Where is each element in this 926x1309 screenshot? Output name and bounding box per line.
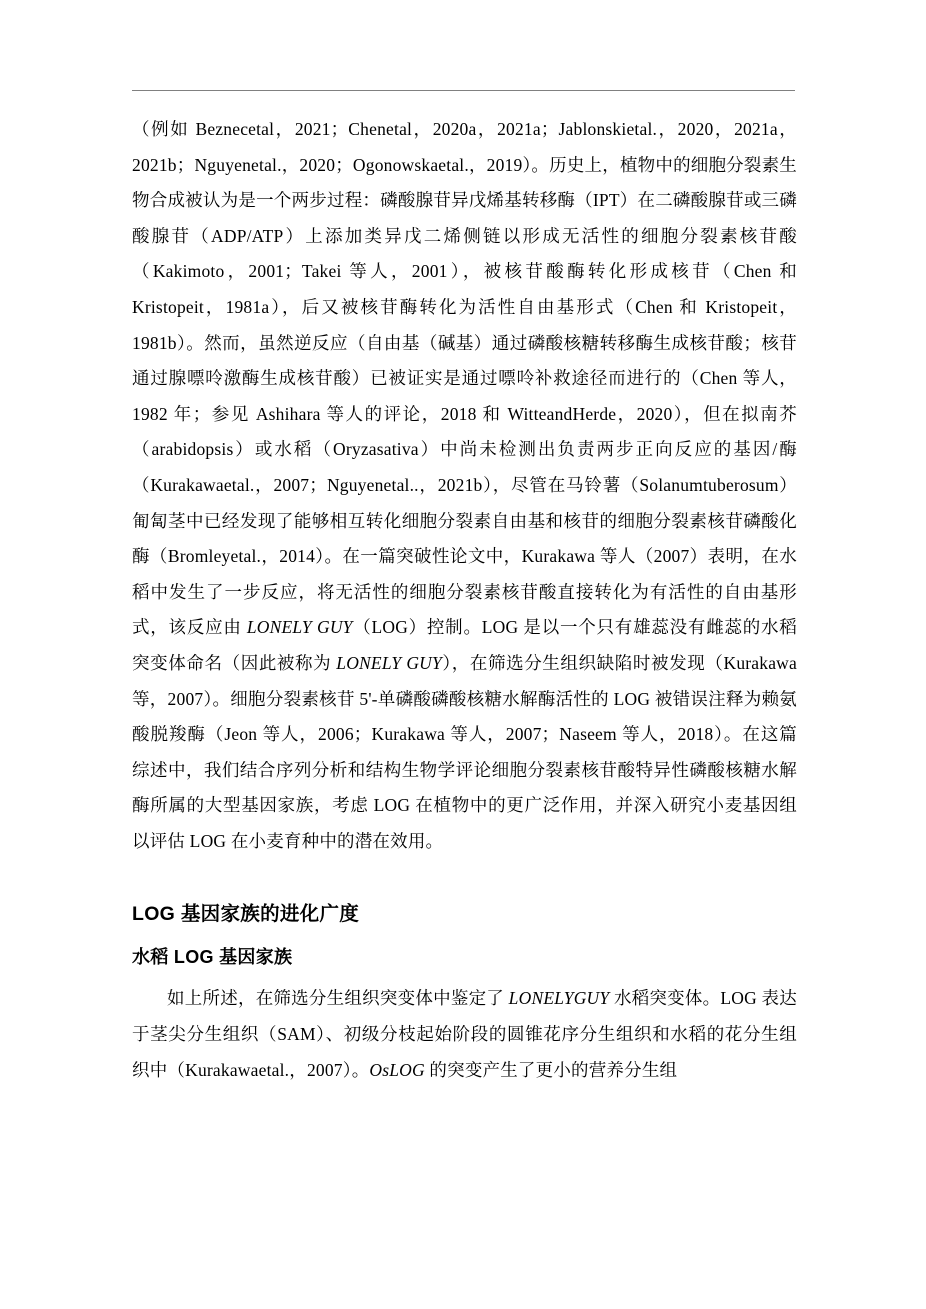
text-run: 如上所述，在筛选分生组织突变体中鉴定了 bbox=[167, 988, 509, 1009]
text-run: 水稻突变体。LOG 表达于茎尖分生组织（SAM）、初级分枝起始阶段的圆锥花序分生组织和水稻的花分生组织中（Kurakawaetal.，2007）。 bbox=[132, 988, 797, 1080]
sub-heading: 水稻 LOG 基因家族 bbox=[132, 947, 293, 968]
section-heading: LOG 基因家族的进化广度 bbox=[132, 903, 360, 926]
italic-run: LONELY GUY bbox=[336, 652, 442, 673]
italic-run: LONELY GUY bbox=[246, 617, 353, 638]
text-run: （LOG）控制。LOG 是以一个只有雄蕊没有雌蕊的水稻突变体命名（因此被称为 bbox=[132, 617, 797, 673]
header-divider bbox=[132, 90, 795, 91]
document-body bbox=[132, 112, 797, 1088]
text-run: （例如 Beznecetal，2021；Chenetal，2020a，2021a；Jablonskietal.，2020，2021a，2021b；Nguyenetal.，2020；Ogonowskaetal.，2019）。历史上，植物中的细胞分裂素生物合成被认为是一个两步过程：磷酸腺苷异戊烯基转移酶（IPT）在二磷酸腺苷或三磷酸腺苷（ADP/ATP）上添加类异戊二烯侧链以形成无活性的细胞分裂素核苷酸（Kakimoto，2001；Takei 等人，2001），被核苷酸酶转化形成核苷（Chen 和 Kristopeit，1981a），后又被核苷酶转化为活性自由基形式（Chen 和 Kristopeit，1981b）。然而，虽然逆反应（自由基（碱基）通过磷酸核糖转移酶生成核苷酸；核苷通过腺嘌呤激酶生成核苷酸）已被证实是通过嘌呤补救途径而进行的（Chen 等人，1982 年；参见 Ashihara 等人的评论，2018 和 WitteandHerde，2020），但在拟南芥（arabidopsis）或水稻（Oryzasativa）中尚未检测出负责两步正向反应的基因/酶（Kurakawaetal.，2007；Nguyenetal..，2021b），尽管在马铃薯（Solanumtuberosum）匍匐茎中已经发现了能够相互转化细胞分裂素自由基和核苷的细胞分裂素核苷磷酸化酶（Bromleyetal.，2014）。在一篇突破性论文中，Kurakawa 等人（2007）表明，在水稻中发生了一步反应，将无活性的细胞分裂素核苷酸直接转化为有活性的自由基形式，该反应由 bbox=[132, 119, 797, 638]
italic-run: OsLOG bbox=[369, 1059, 425, 1080]
text-run: 的突变产生了更小的营养分生组 bbox=[424, 1059, 678, 1080]
paragraph-1 bbox=[132, 112, 797, 859]
paragraph-2 bbox=[132, 981, 797, 1088]
text-run: ），在筛选分生组织缺陷时被发现（Kurakawa 等，2007）。细胞分裂素核苷 5'-单磷酸磷酸核糖水解酶活性的 LOG 被错误注释为赖氨酸脱羧酶（Jeon 等人，2006；Kurakawa 等人，2007；Naseem 等人，2018）。在这篇综述中，我们结合序列分析和结构生物学评论细胞分裂素核苷酸特异性磷酸核糖水解酶所属的大型基因家族，考虑 LOG 在植物中的更广泛作用，并深入研究小麦基因组以评估 LOG 在小麦育种中的潜在效用。 bbox=[132, 652, 797, 851]
italic-run: LONELYGUY bbox=[508, 988, 610, 1009]
